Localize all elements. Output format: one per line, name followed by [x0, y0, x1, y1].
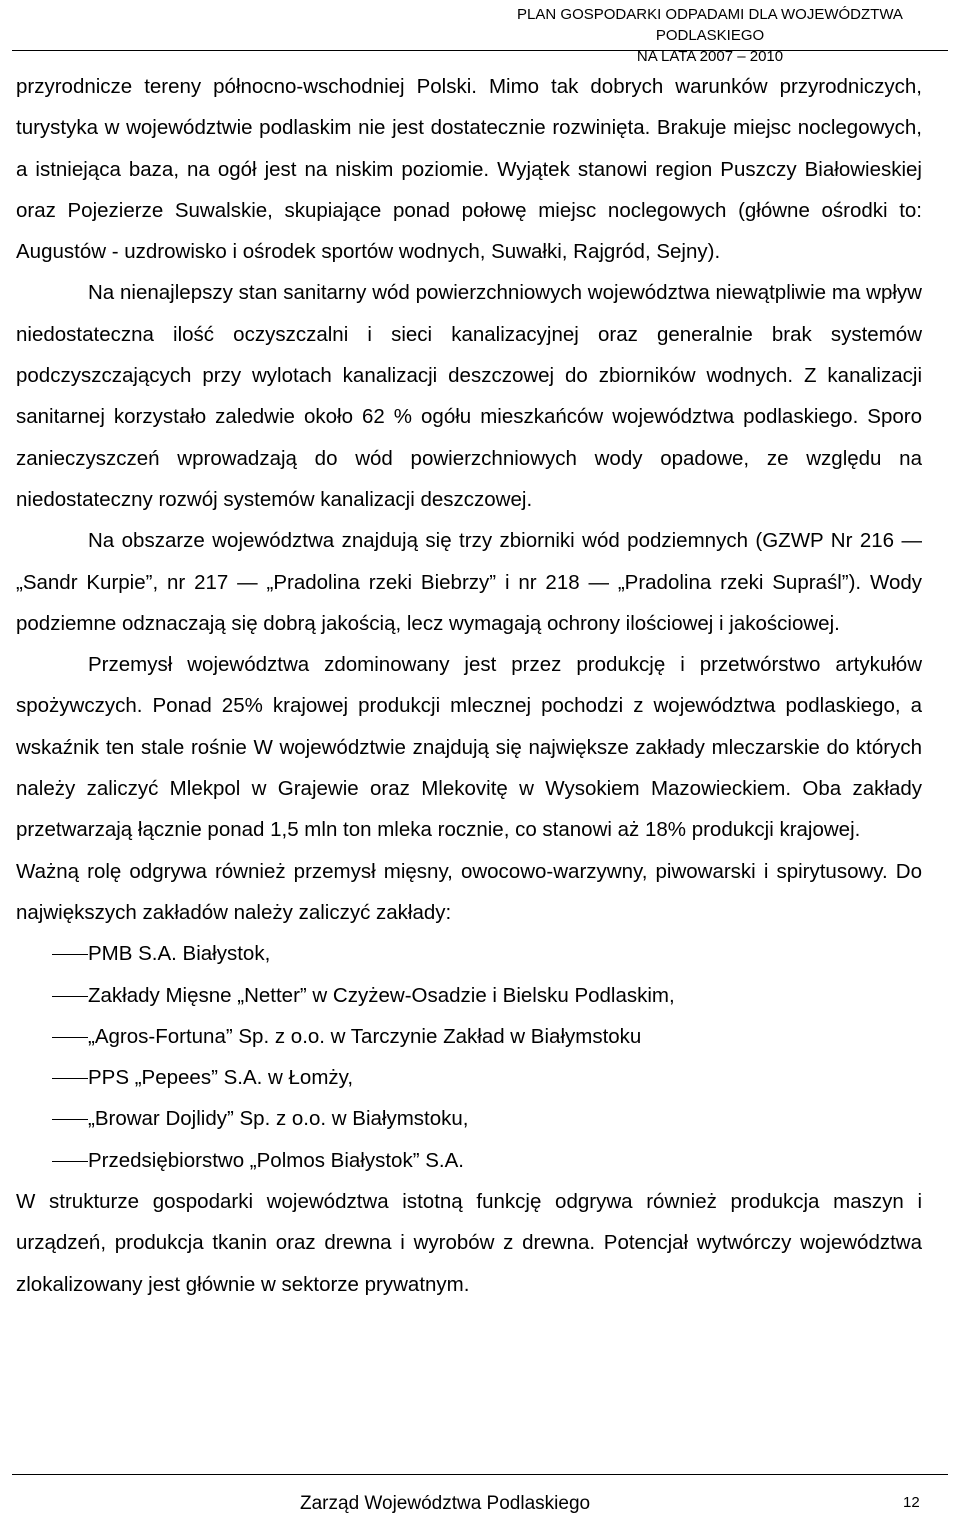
list-item: „Browar Dojlidy” Sp. z o.o. w Białymstoku, — [16, 1098, 922, 1139]
list-item: Zakłady Mięsne „Netter” w Czyżew-Osadzie i Bielsku Podlaskim, — [16, 975, 922, 1016]
document-body — [16, 66, 922, 1305]
companies-list — [16, 933, 922, 1181]
dash-bullet-icon — [52, 1161, 88, 1162]
dash-bullet-icon — [52, 1037, 88, 1038]
list-item: PMB S.A. Białystok, — [16, 933, 922, 974]
page-number: 12 — [903, 1494, 920, 1511]
list-item: PPS „Pepees” S.A. w Łomży, — [16, 1057, 922, 1098]
dash-bullet-icon — [52, 954, 88, 955]
document-title: PLAN GOSPODARKI ODPADAMI DLA WOJEWÓDZTWA PODLASKIEGO — [517, 6, 903, 44]
footer-divider — [12, 1474, 948, 1475]
paragraph-economy-structure: W strukturze gospodarki województwa istotną funkcję odgrywa również produkcja maszyn i urządzeń, produkcja tkanin oraz drewna i wyrobów z drewna. Potencjał wytwórczy województwa zlokalizowany jest głównie w sektorze prywatnym. — [16, 1190, 922, 1296]
dash-bullet-icon — [52, 1078, 88, 1079]
paragraph-surface-water: Na nienajlepszy stan sanitarny wód powierzchniowych województwa niewątpliwie ma wpływ niedostateczna ilość oczyszczalni i sieci kanalizacyjnej oraz generalnie brak systemów podczyszczających przy wylotach kanalizacji deszczowej do zbiorników wodnych. Z kanalizacji sanitarnej korzystało zaledwie około 62 % ogółu mieszkańców województwa podlaskiego. Sporo zanieczyszczeń wprowadzają do wód powierzchniowych wody opadowe, ze względu na niedostateczny rozwój systemów kanalizacji deszczowej. — [16, 281, 922, 511]
paragraph-groundwater: Na obszarze województwa znajdują się trzy zbiorniki wód podziemnych (GZWP Nr 216 — „Sandr Kurpie”, nr 217 — „Pradolina rzeki Biebrzy” i nr 218 — „Pradolina rzeki Supraśl”). Wody podziemne odznaczają się dobrą jakością, lecz wymagają ochrony ilościowej i jakościowej. — [16, 529, 922, 635]
document-period: NA LATA 2007 – 2010 — [636, 48, 784, 65]
list-item: Przedsiębiorstwo „Polmos Białystok” S.A. — [16, 1140, 922, 1181]
header-divider — [12, 50, 948, 51]
dash-bullet-icon — [52, 996, 88, 997]
page-header — [0, 4, 960, 67]
dash-bullet-icon — [52, 1119, 88, 1120]
list-item: „Agros-Fortuna” Sp. z o.o. w Tarczynie Zakład w Białymstoku — [16, 1016, 922, 1057]
paragraph-tourism: przyrodnicze tereny północno-wschodniej Polski. Mimo tak dobrych warunków przyrodniczych, turystyka w województwie podlaskim nie jest dostatecznie rozwinięta. Brakuje miejsc noclegowych, a istniejąca baza, na ogół jest na niskim poziomie. Wyjątek stanowi region Puszczy Białowieskiej oraz Pojezierze Suwalskie, skupiające ponad połowę miejsc noclegowych (główne ośrodki to: Augustów - uzdrowisko i ośrodek sportów wodnych, Suwałki, Rajgród, Sejny). — [16, 75, 922, 264]
paragraph-other-industries: Ważną rolę odgrywa również przemysł mięsny, owocowo-warzywny, piwowarski i spirytusowy. Do największych zakładów należy zaliczyć zakłady: — [16, 859, 922, 924]
footer-author: Zarząd Województwa Podlaskiego — [300, 1493, 591, 1514]
paragraph-food-industry: Przemysł województwa zdominowany jest przez produkcję i przetwórstwo artykułów spożywczych. Ponad 25% krajowej produkcji mlecznej pochodzi z województwa podlaskiego, a wskaźnik ten stale rośnie W województwie znajdują się największe zakłady mleczarskie do których należy zaliczyć Mlekpol w Grajewie oraz Mlekovitę w Wysokiem Mazowieckiem. Oba zakłady przetwarzają łącznie ponad 1,5 mln ton mleka rocznie, co stanowi aż 18% produkcji krajowej. — [16, 653, 922, 842]
